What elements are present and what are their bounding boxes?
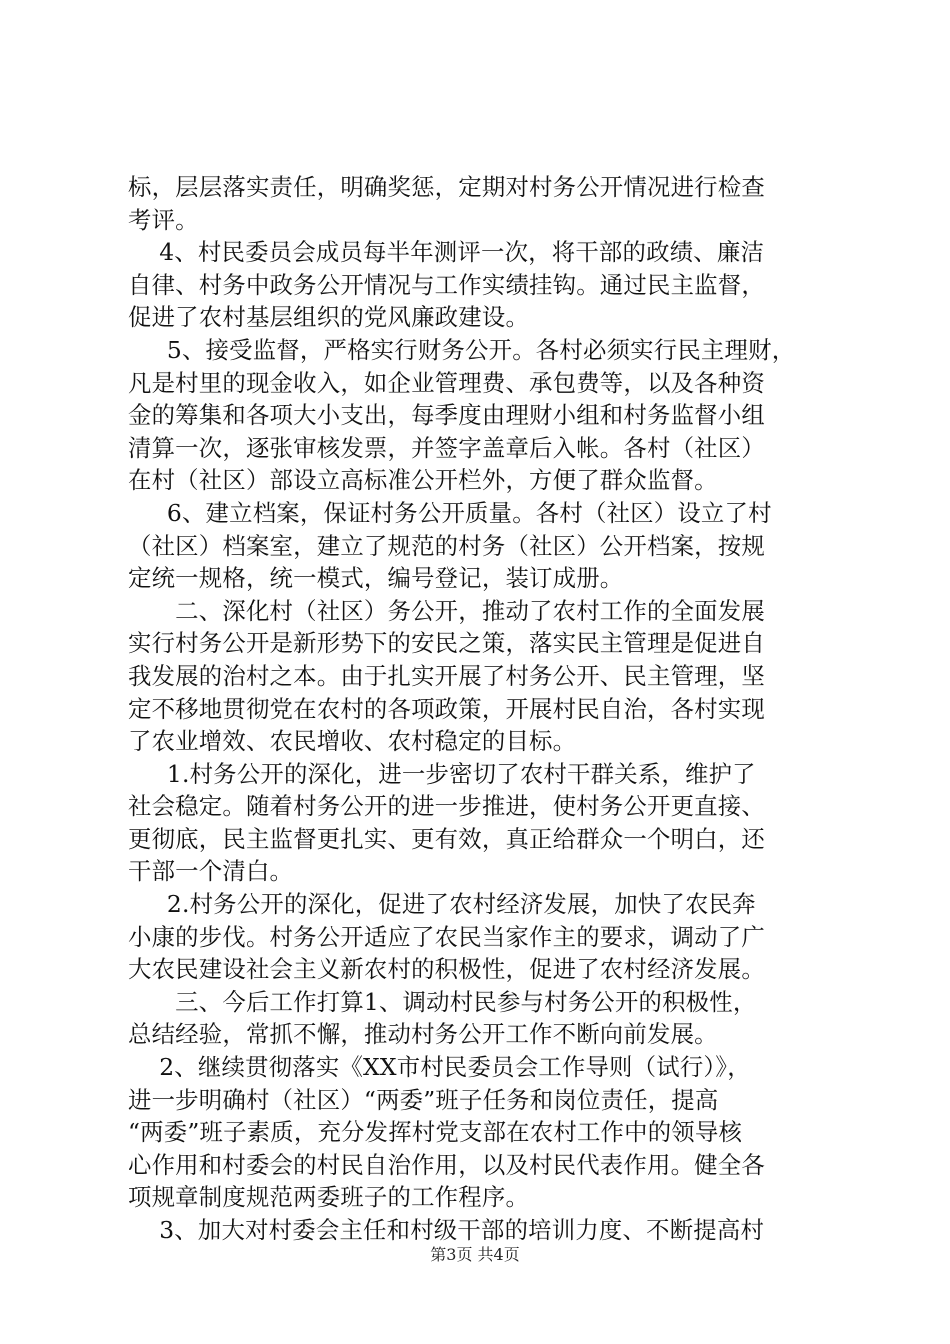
page-footer: [0, 1245, 950, 1265]
text-line: 凡是村里的现金收入，如企业管理费、承包费等，以及各种资: [128, 368, 765, 397]
document-body: [128, 171, 828, 1247]
text-line: 2、继续贯彻落实《XX市村民委员会工作导则（试行）》，: [128, 1053, 751, 1082]
text-line: 定统一规格，统一模式，编号登记，装订成册。: [128, 564, 624, 593]
text-line: 促进了农村基层组织的党风廉政建设。: [128, 303, 530, 332]
text-line: 了农业增效、农民增收、农村稳定的目标。: [128, 727, 577, 756]
text-line: 考评。: [128, 205, 199, 234]
text-line: 干部一个清白。: [128, 857, 294, 886]
text-line: 5、接受监督，严格实行财务公开。各村必须实行民主理财，: [128, 335, 796, 364]
text-line: 实行村务公开是新形势下的安民之策，落实民主管理是促进自: [128, 629, 765, 658]
text-line: 1.村务公开的深化，进一步密切了农村干群关系，维护了: [128, 759, 756, 788]
text-line: 更彻底，民主监督更扎实、更有效，真正给群众一个明白，还: [128, 824, 765, 853]
text-line: 4、村民委员会成员每半年测评一次，将干部的政绩、廉洁: [128, 238, 765, 267]
text-line: 进一步明确村（社区）“两委”班子任务和岗位责任，提高: [128, 1085, 719, 1114]
text-line: 心作用和村委会的村民自治作用，以及村民代表作用。健全各: [128, 1150, 765, 1179]
text-line: 2.村务公开的深化，促进了农村经济发展，加快了农民奔: [128, 890, 756, 919]
text-line: 6、建立档案，保证村务公开质量。各村（社区）设立了村: [128, 498, 772, 527]
text-line: 项规章制度规范两委班子的工作程序。: [128, 1183, 530, 1212]
text-line: 小康的步伐。村务公开适应了农民当家作主的要求，调动了广: [128, 922, 765, 951]
text-line: 在村（社区）部设立高标准公开栏外，方便了群众监督。: [128, 466, 718, 495]
text-line: （社区）档案室，建立了规范的村务（社区）公开档案，按规: [128, 531, 765, 560]
text-line: 清算一次，逐张审核发票，并签字盖章后入帐。各村（社区）: [128, 433, 765, 462]
text-line: 金的筹集和各项大小支出，每季度由理财小组和村务监督小组: [128, 401, 765, 430]
text-line: 总结经验，常抓不懈，推动村务公开工作不断向前发展。: [128, 1020, 718, 1049]
text-line: 自律、村务中政务公开情况与工作实绩挂钩。通过民主监督，: [128, 270, 765, 299]
section-heading-line: 三、今后工作打算1、调动村民参与村务公开的积极性，: [128, 987, 757, 1016]
text-line: 标，层层落实责任，明确奖惩，定期对村务公开情况进行检查: [128, 173, 765, 201]
text-line: 大农民建设社会主义新农村的积极性，促进了农村经济发展。: [128, 955, 765, 984]
text-line: 3、加大对村委会主任和村级干部的培训力度、不断提高村: [128, 1216, 765, 1244]
text-line: “两委”班子素质，充分发挥村党支部在农村工作中的领导核: [128, 1118, 743, 1147]
text-line: 社会稳定。随着村务公开的进一步推进，使村务公开更直接、: [128, 792, 765, 821]
text-line: 定不移地贯彻党在农村的各项政策，开展村民自治，各村实现: [128, 694, 765, 723]
page-number: 第3页 共4页: [430, 1245, 520, 1264]
section-heading-line: 二、深化村（社区）务公开，推动了农村工作的全面发展: [128, 596, 765, 625]
text-line: 我发展的治村之本。由于扎实开展了村务公开、民主管理，坚: [128, 661, 765, 690]
